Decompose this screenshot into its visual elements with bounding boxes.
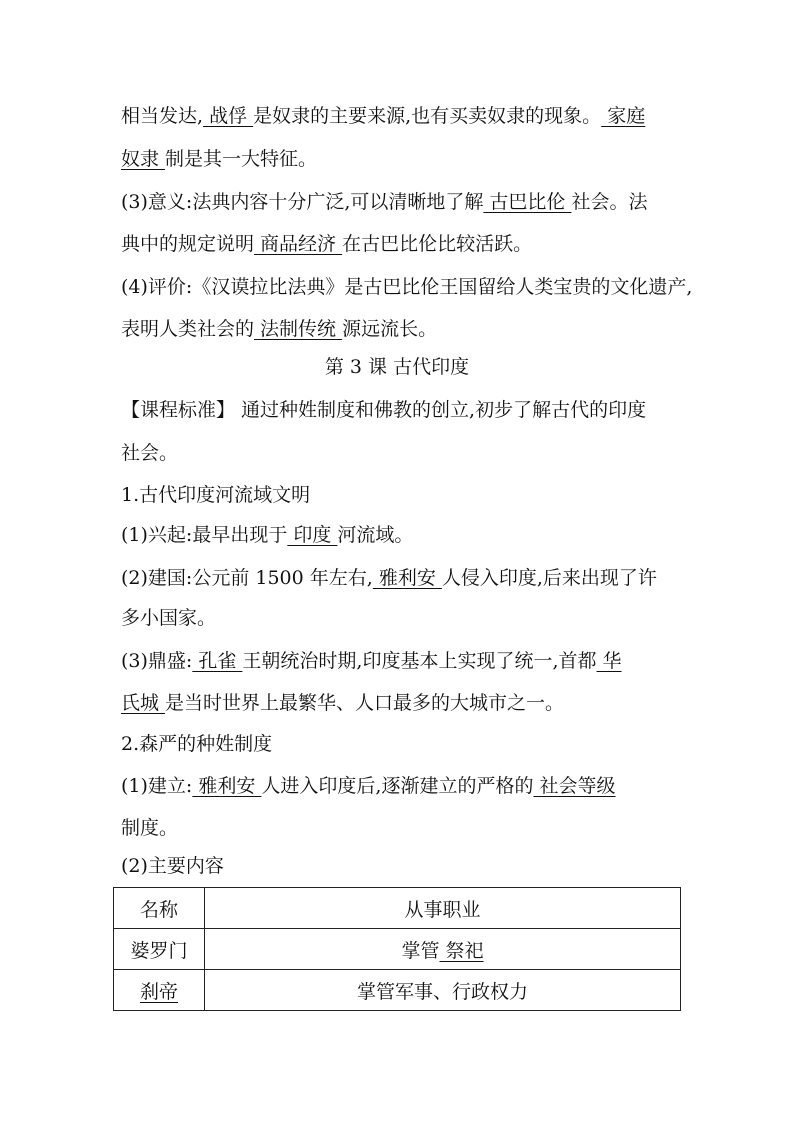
answer-blank: 刹帝 bbox=[139, 980, 178, 1003]
caste-occupation: 掌管军事、行政权力 bbox=[205, 970, 681, 1011]
text: (1)建立: bbox=[121, 775, 193, 797]
text: 典中的规定说明 bbox=[121, 233, 255, 255]
answer-blank: 氏城 bbox=[121, 692, 166, 714]
sec2-est bbox=[121, 773, 681, 799]
course-standard-cont: 社会。 bbox=[121, 442, 179, 464]
text: 在古巴比伦比较活跃。 bbox=[342, 233, 533, 255]
text-line-5 bbox=[121, 274, 693, 300]
text: 通过种姓制度和佛教的创立,初步了解古代的印度 bbox=[235, 399, 647, 421]
caste-name bbox=[114, 970, 205, 1011]
table-row bbox=[114, 970, 681, 1011]
answer-blank: 孔雀 bbox=[192, 650, 243, 672]
text: (1)兴起:最早出现于 bbox=[121, 524, 288, 546]
text-line-6 bbox=[121, 316, 681, 342]
text: 制是其一大特征。 bbox=[165, 148, 318, 170]
table-header-row bbox=[114, 888, 681, 929]
text: 人进入印度后,逐渐建立的严格的 bbox=[261, 775, 534, 797]
text-line-3 bbox=[121, 189, 681, 215]
text: 表明人类社会的 bbox=[121, 318, 255, 340]
answer-blank: 社会等级 bbox=[533, 775, 616, 797]
answer-blank: 祭祀 bbox=[439, 939, 484, 962]
text-line-1 bbox=[121, 103, 681, 129]
section-1-title: 1.古代印度河流域文明 bbox=[121, 484, 311, 506]
text: (3)意义:法典内容十分广泛,可以清晰地了解 bbox=[121, 191, 484, 213]
table-row bbox=[114, 929, 681, 970]
text-line-4 bbox=[121, 231, 681, 257]
answer-blank: 家庭 bbox=[601, 105, 646, 127]
section-2-title: 2.森严的种姓制度 bbox=[121, 733, 273, 755]
text: 相当发达, bbox=[121, 105, 204, 127]
answer-blank: 华 bbox=[596, 650, 622, 672]
sec1-peak-cont bbox=[121, 690, 681, 716]
answer-blank: 雅利安 bbox=[372, 567, 442, 589]
caste-occupation bbox=[205, 929, 681, 970]
text-line-2 bbox=[121, 146, 681, 172]
caste-table bbox=[113, 887, 681, 1011]
text: 人侵入印度,后来出现了许 bbox=[441, 567, 657, 589]
answer-blank: 雅利安 bbox=[192, 775, 262, 797]
text: 是当时世界上最繁华、人口最多的大城市之一。 bbox=[165, 692, 565, 714]
sec1-rise bbox=[121, 522, 681, 548]
text: (3)鼎盛: bbox=[121, 650, 193, 672]
text: (2)建国:公元前 1500 年左右, bbox=[121, 567, 373, 589]
text: 掌管 bbox=[401, 939, 440, 962]
header-occupation: 从事职业 bbox=[205, 888, 681, 929]
header-name: 名称 bbox=[114, 888, 205, 929]
answer-blank: 奴隶 bbox=[121, 148, 166, 170]
answer-blank: 商品经济 bbox=[254, 233, 343, 255]
text: 是奴隶的主要来源,也有买卖奴隶的现象。 bbox=[253, 105, 602, 127]
text: 河流域。 bbox=[337, 524, 414, 546]
text: (4)评价:《汉谟拉比法典》是古巴比伦王国留给人类宝贵的文化遗产, bbox=[121, 276, 693, 298]
answer-blank: 法制传统 bbox=[254, 318, 343, 340]
text: 王朝统治时期,印度基本上实现了统一,首都 bbox=[242, 650, 597, 672]
sec1-found bbox=[121, 565, 681, 591]
standard-label: 【课程标准】 bbox=[121, 399, 236, 421]
sec2-content: (2)主要内容 bbox=[121, 855, 224, 877]
text: 源远流长。 bbox=[342, 318, 438, 340]
text: 社会。法 bbox=[571, 191, 648, 213]
sec1-peak bbox=[121, 648, 681, 674]
sec1-found-cont: 多小国家。 bbox=[121, 607, 217, 629]
course-standard bbox=[121, 397, 681, 423]
lesson-title: 第 3 课 古代印度 bbox=[324, 356, 470, 378]
caste-name: 婆罗门 bbox=[114, 929, 205, 970]
answer-blank: 战俘 bbox=[203, 105, 254, 127]
answer-blank: 古巴比伦 bbox=[483, 191, 572, 213]
answer-blank: 印度 bbox=[287, 524, 338, 546]
sec2-est-cont: 制度。 bbox=[121, 817, 179, 839]
